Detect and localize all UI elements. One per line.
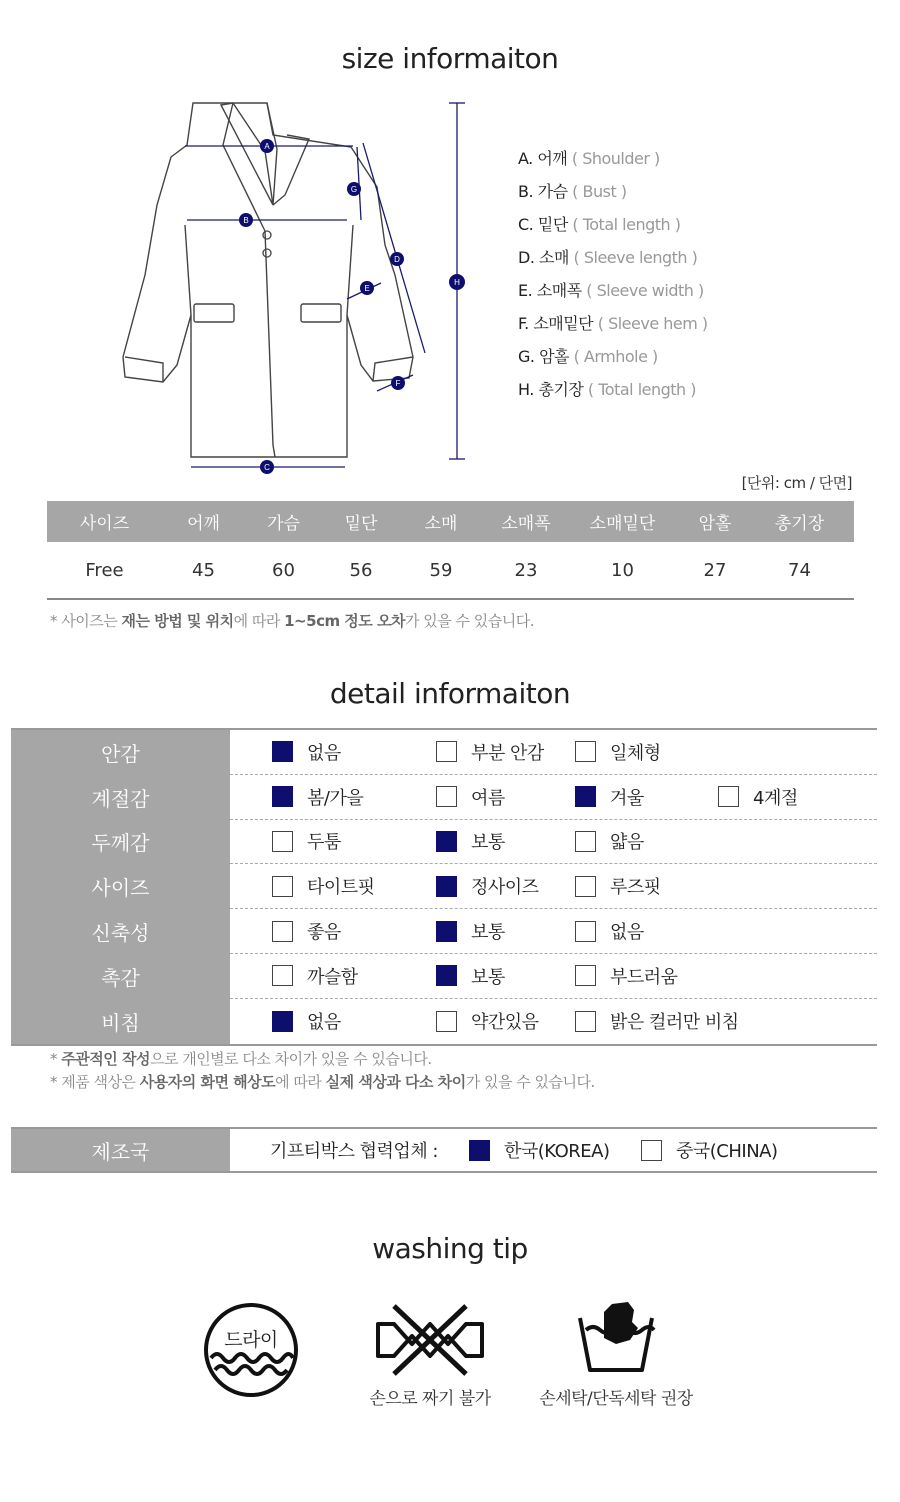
- detail-option[interactable]: [575, 909, 644, 953]
- checkbox[interactable]: [575, 876, 596, 897]
- checkbox[interactable]: [436, 1011, 457, 1032]
- legend-letter: A.: [518, 149, 533, 168]
- checkbox[interactable]: [575, 1011, 596, 1032]
- marker-e: E: [364, 284, 370, 293]
- origin-label: 제조국: [11, 1129, 230, 1171]
- note-text: 가 있을 수 있습니다.: [465, 1073, 595, 1091]
- checkbox[interactable]: [272, 786, 293, 807]
- legend-en: ( Bust ): [572, 182, 627, 201]
- option-label: 밝은 컬러만 비침: [610, 1012, 739, 1034]
- legend-ko: 가슴: [537, 182, 568, 201]
- note-bold: 실제 색상과 다소 차이: [325, 1073, 466, 1091]
- size-table-header-cell: 어깨: [187, 514, 220, 534]
- legend-letter: F.: [518, 314, 529, 333]
- legend-item: [518, 377, 778, 410]
- detail-option[interactable]: [272, 999, 341, 1044]
- marker-a: A: [264, 142, 270, 151]
- legend-en: ( Sleeve width ): [586, 281, 704, 300]
- option-label: 까슬함: [307, 966, 358, 988]
- legend-item: [518, 344, 778, 377]
- legend-ko: 암홀: [539, 347, 569, 366]
- detail-option[interactable]: [436, 820, 505, 864]
- option-label: 부드러움: [610, 966, 678, 988]
- detail-row: [11, 864, 877, 909]
- size-table-header-cell: 소매밑단: [589, 514, 656, 534]
- detail-row: [11, 730, 877, 775]
- detail-option[interactable]: [575, 730, 661, 774]
- legend-letter: H.: [518, 380, 534, 399]
- checkbox[interactable]: [272, 741, 293, 762]
- option-label: 없음: [307, 1012, 341, 1034]
- option-label: 겨울: [610, 787, 644, 809]
- washing-section-title: washing tip: [372, 1232, 528, 1265]
- option-label: 보통: [471, 922, 505, 944]
- legend-ko: 소매밑단: [533, 314, 594, 333]
- size-table-header-cell: 가슴: [267, 514, 300, 534]
- size-table-cell: 23: [514, 559, 538, 581]
- size-table-cell: 59: [429, 559, 453, 581]
- wash-caption: 손세탁/단독세탁 권장: [539, 1389, 693, 1409]
- size-table-cell: 56: [349, 559, 373, 581]
- size-table-header-cell: 사이즈: [79, 514, 130, 534]
- checkbox[interactable]: [641, 1140, 662, 1161]
- legend-en: ( Sleeve hem ): [597, 314, 708, 333]
- size-table-cell: 27: [703, 559, 727, 581]
- detail-option[interactable]: [272, 730, 341, 774]
- detail-row: [11, 775, 877, 820]
- note-text: 에 따라: [275, 1073, 326, 1091]
- detail-row-label: 사이즈: [11, 864, 230, 909]
- checkbox[interactable]: [469, 1140, 490, 1161]
- legend-ko: 소매폭: [536, 281, 582, 300]
- option-label: 타이트핏: [307, 877, 375, 899]
- size-table-cell: 74: [788, 559, 811, 581]
- checkbox[interactable]: [436, 831, 457, 852]
- checkbox[interactable]: [575, 831, 596, 852]
- detail-note-1: [50, 1048, 432, 1069]
- detail-option[interactable]: [436, 775, 505, 819]
- no-wring-icon: [372, 1302, 488, 1378]
- dry-clean-icon-text: 드라이: [224, 1329, 278, 1351]
- marker-c: C: [264, 463, 270, 472]
- detail-row-options: [230, 730, 877, 775]
- option-label: 얇음: [610, 832, 644, 854]
- checkbox[interactable]: [272, 1011, 293, 1032]
- detail-option[interactable]: [575, 820, 644, 864]
- detail-option[interactable]: [575, 775, 644, 819]
- option-label: 정사이즈: [471, 877, 539, 899]
- note-text: 가 있을 수 있습니다.: [405, 612, 534, 630]
- option-label: 여름: [471, 787, 505, 809]
- size-table-cell: 10: [611, 559, 634, 581]
- checkbox[interactable]: [272, 876, 293, 897]
- checkbox[interactable]: [436, 786, 457, 807]
- detail-row-label: 두께감: [11, 820, 230, 865]
- legend-letter: G.: [518, 347, 535, 366]
- detail-option[interactable]: [575, 954, 678, 998]
- option-label: 한국(KOREA): [504, 1141, 610, 1162]
- checkbox[interactable]: [436, 741, 457, 762]
- detail-row-options: [230, 954, 877, 999]
- checkbox[interactable]: [718, 786, 739, 807]
- option-label: 보통: [471, 832, 505, 854]
- detail-section-title: detail informaiton: [329, 677, 571, 710]
- option-label: 4계절: [753, 787, 798, 809]
- marker-d: D: [394, 255, 400, 264]
- size-table-cell: 45: [192, 559, 215, 581]
- detail-row-label: 계절감: [11, 775, 230, 820]
- unit-label: [단위: cm / 단면]: [741, 474, 852, 492]
- size-table: [47, 501, 854, 600]
- note-text: * 제품 색상은: [50, 1073, 140, 1091]
- checkbox[interactable]: [575, 741, 596, 762]
- detail-option[interactable]: [436, 864, 539, 908]
- option-label: 부분 안감: [471, 742, 544, 764]
- size-section-title: size informaiton: [341, 42, 559, 75]
- detail-row: [11, 999, 877, 1044]
- legend-en: ( Sleeve length ): [573, 248, 698, 267]
- detail-option[interactable]: [436, 909, 505, 953]
- coat-diagram: [115, 95, 495, 485]
- detail-option[interactable]: [718, 775, 798, 819]
- detail-row-label: 안감: [11, 730, 230, 775]
- marker-h: H: [454, 278, 460, 287]
- legend-item: [518, 311, 778, 344]
- detail-note-2: [50, 1071, 595, 1092]
- detail-option[interactable]: [436, 730, 544, 774]
- legend-en: ( Total length ): [587, 380, 697, 399]
- legend-letter: D.: [518, 248, 535, 267]
- size-table-header-cell: 암홀: [698, 514, 732, 534]
- legend-ko: 총기장: [538, 380, 584, 399]
- legend-letter: E.: [518, 281, 533, 300]
- size-table-header-cell: 소매폭: [501, 514, 551, 534]
- marker-b: B: [243, 216, 249, 225]
- detail-option[interactable]: [272, 775, 363, 819]
- legend-item: [518, 278, 778, 311]
- option-label: 두툼: [307, 832, 341, 854]
- checkbox[interactable]: [272, 965, 293, 986]
- legend-ko: 소매: [539, 248, 569, 267]
- size-table-cell: Free: [85, 559, 124, 581]
- option-label: 보통: [471, 966, 505, 988]
- checkbox[interactable]: [575, 921, 596, 942]
- detail-row-options: [230, 864, 877, 909]
- option-label: 약간있음: [471, 1012, 539, 1034]
- note-bold: 주관적인 작성: [61, 1050, 150, 1068]
- size-note: [50, 610, 534, 631]
- legend-en: ( Armhole ): [573, 347, 658, 366]
- option-label: 좋음: [307, 922, 341, 944]
- note-bold: 사용자의 화면 해상도: [139, 1073, 276, 1091]
- legend-letter: C.: [518, 215, 534, 234]
- detail-row-options: [230, 775, 877, 820]
- detail-option[interactable]: [272, 954, 358, 998]
- size-table-header-cell: 총기장: [774, 514, 825, 534]
- checkbox[interactable]: [436, 921, 457, 942]
- option-label: 없음: [610, 922, 644, 944]
- wash-caption: 손으로 짜기 불가: [369, 1389, 491, 1409]
- wash-item-dry: [199, 1300, 303, 1400]
- option-label: 일체형: [610, 742, 661, 764]
- detail-option[interactable]: [436, 954, 505, 998]
- detail-option[interactable]: [272, 864, 375, 908]
- detail-row-options: [230, 820, 877, 865]
- option-label: 봄/가을: [307, 787, 364, 809]
- legend-item: [518, 179, 778, 212]
- legend-item: [518, 212, 778, 245]
- note-text: 으로 개인별로 다소 차이가 있을 수 있습니다.: [149, 1050, 432, 1068]
- detail-option[interactable]: [272, 820, 341, 864]
- option-label: 루즈핏: [610, 877, 661, 899]
- origin-options: [230, 1129, 877, 1171]
- origin-row: [11, 1127, 877, 1173]
- measurement-legend: [518, 146, 778, 410]
- checkbox[interactable]: [575, 965, 596, 986]
- option-label: 없음: [307, 742, 341, 764]
- hand-wash-icon: [576, 1300, 656, 1376]
- wash-item-no-wring: [360, 1302, 500, 1409]
- table-row: [47, 542, 854, 600]
- detail-row: [11, 954, 877, 999]
- marker-g: G: [350, 185, 358, 194]
- checkbox[interactable]: [436, 965, 457, 986]
- detail-option[interactable]: [575, 864, 661, 908]
- legend-ko: 밑단: [537, 215, 568, 234]
- origin-option-china[interactable]: [641, 1129, 778, 1171]
- legend-en: ( Total length ): [572, 215, 681, 234]
- detail-row-label: 촉감: [11, 954, 230, 999]
- detail-table: [11, 728, 877, 1046]
- checkbox[interactable]: [272, 921, 293, 942]
- size-table-cell: 60: [272, 559, 295, 581]
- legend-item: [518, 245, 778, 278]
- detail-row-options: [230, 909, 877, 954]
- origin-option-korea[interactable]: [469, 1129, 610, 1171]
- note-text: 에 따라: [233, 612, 285, 630]
- size-table-header-cell: 밑단: [344, 514, 378, 534]
- marker-f: F: [395, 379, 401, 388]
- legend-letter: B.: [518, 182, 534, 201]
- note-text: *: [50, 1050, 62, 1068]
- legend-ko: 어깨: [537, 149, 568, 168]
- size-table-header-cell: 소매: [424, 514, 458, 534]
- checkbox[interactable]: [436, 876, 457, 897]
- checkbox[interactable]: [575, 786, 596, 807]
- detail-row: [11, 820, 877, 865]
- detail-row-options: [230, 999, 877, 1044]
- note-bold: 재는 방법 및 위치: [121, 612, 234, 630]
- note-text: * 사이즈는: [50, 612, 122, 630]
- detail-row-label: 신축성: [11, 909, 230, 954]
- origin-caption: 기프티박스 협력업체 :: [270, 1141, 438, 1162]
- detail-row-label: 비침: [11, 999, 230, 1044]
- dry-clean-icon: [201, 1300, 301, 1400]
- detail-option[interactable]: [272, 909, 341, 953]
- size-table-header: [47, 501, 854, 542]
- detail-option[interactable]: [436, 999, 539, 1044]
- option-label: 중국(CHINA): [676, 1141, 778, 1162]
- note-bold: 1~5cm 정도 오차: [284, 612, 405, 630]
- checkbox[interactable]: [272, 831, 293, 852]
- wash-item-hand-wash: [536, 1300, 696, 1409]
- legend-item: [518, 146, 778, 179]
- detail-option[interactable]: [575, 999, 739, 1044]
- legend-en: ( Shoulder ): [571, 149, 660, 168]
- detail-row: [11, 909, 877, 954]
